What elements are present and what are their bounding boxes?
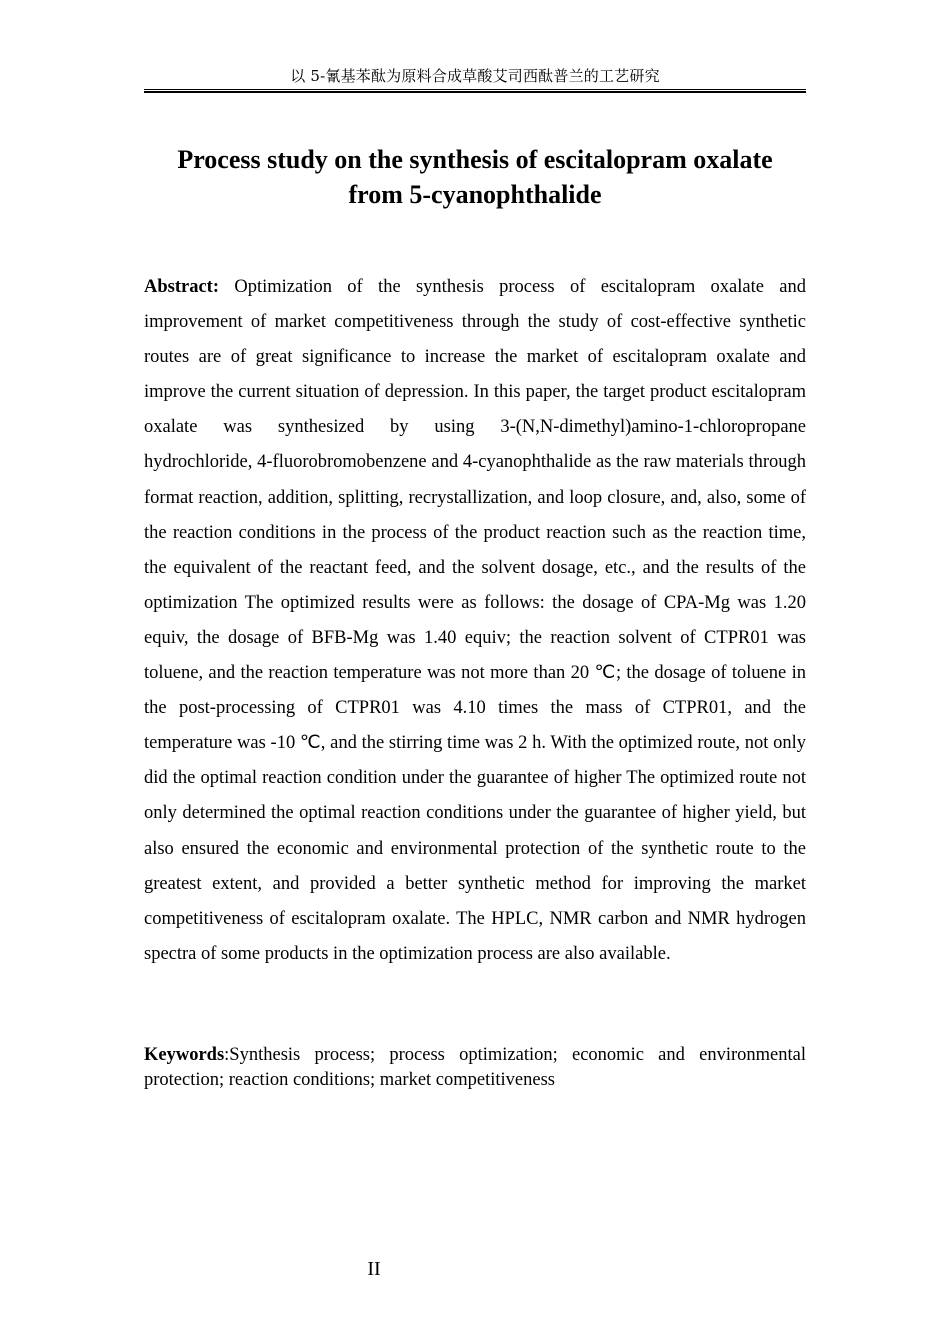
paper-title	[120, 142, 830, 212]
abstract-label: Abstract:	[144, 277, 220, 297]
title-line-1: Process study on the synthesis of escitalopram oxalate	[177, 145, 773, 174]
keywords-text: :Synthesis process; process optimization; economic and environmental protection; reaction conditions; market competitiveness	[144, 1045, 806, 1090]
running-header: 以 5-氰基苯酞为原料合成草酸艾司西酞普兰的工艺研究	[290, 67, 660, 85]
keywords-label: Keywords	[144, 1045, 225, 1065]
keywords-paragraph	[144, 1043, 806, 1093]
page-number: II	[367, 1258, 381, 1280]
title-line-2: from 5-cyanophthalide	[348, 180, 602, 209]
header-double-rule	[144, 89, 806, 93]
abstract-paragraph	[144, 270, 806, 972]
abstract-text: Optimization of the synthesis process of escitalopram oxalate and improvement of market competitiveness through the study of cost-effective synthetic routes are of great significance to increase the market of escitalopram oxalate and improve the current situation of depression. In this paper, the target product escitalopram oxalate was synthesized by using 3-(N,N-dimethyl)amino-1-chloropropane hydrochloride, 4-fluorobromobenzene and 4-cyanophthalide as the raw materials through format reaction, addition, splitting, recrystallization, and loop closure, and, also, some of the reaction conditions in the process of the product reaction such as the reaction time, the equivalent of the reactant feed, and the solvent dosage, etc., and the results of the optimization The optimized results were as follows: the dosage of CPA-Mg was 1.20 equiv, the dosage of BFB-Mg was 1.40 equiv; the reaction solvent of CTPR01 was toluene, and the reaction temperature was not more than 20 ℃; the dosage of toluene in the post-processing of CTPR01 was 4.10 times the mass of CTPR01, and the temperature was -10 ℃, and the stirring time was 2 h. With the optimized route, not only did the optimal reaction condition under the guarantee of higher The optimized route not only determined the optimal reaction conditions under the guarantee of higher yield, but also ensured the economic and environmental protection of the synthetic route to the greatest extent, and provided a better synthetic method for improving the market competitiveness of escitalopram oxalate. The HPLC, NMR carbon and NMR hydrogen spectra of some products in the optimization process are also available.	[144, 277, 807, 964]
